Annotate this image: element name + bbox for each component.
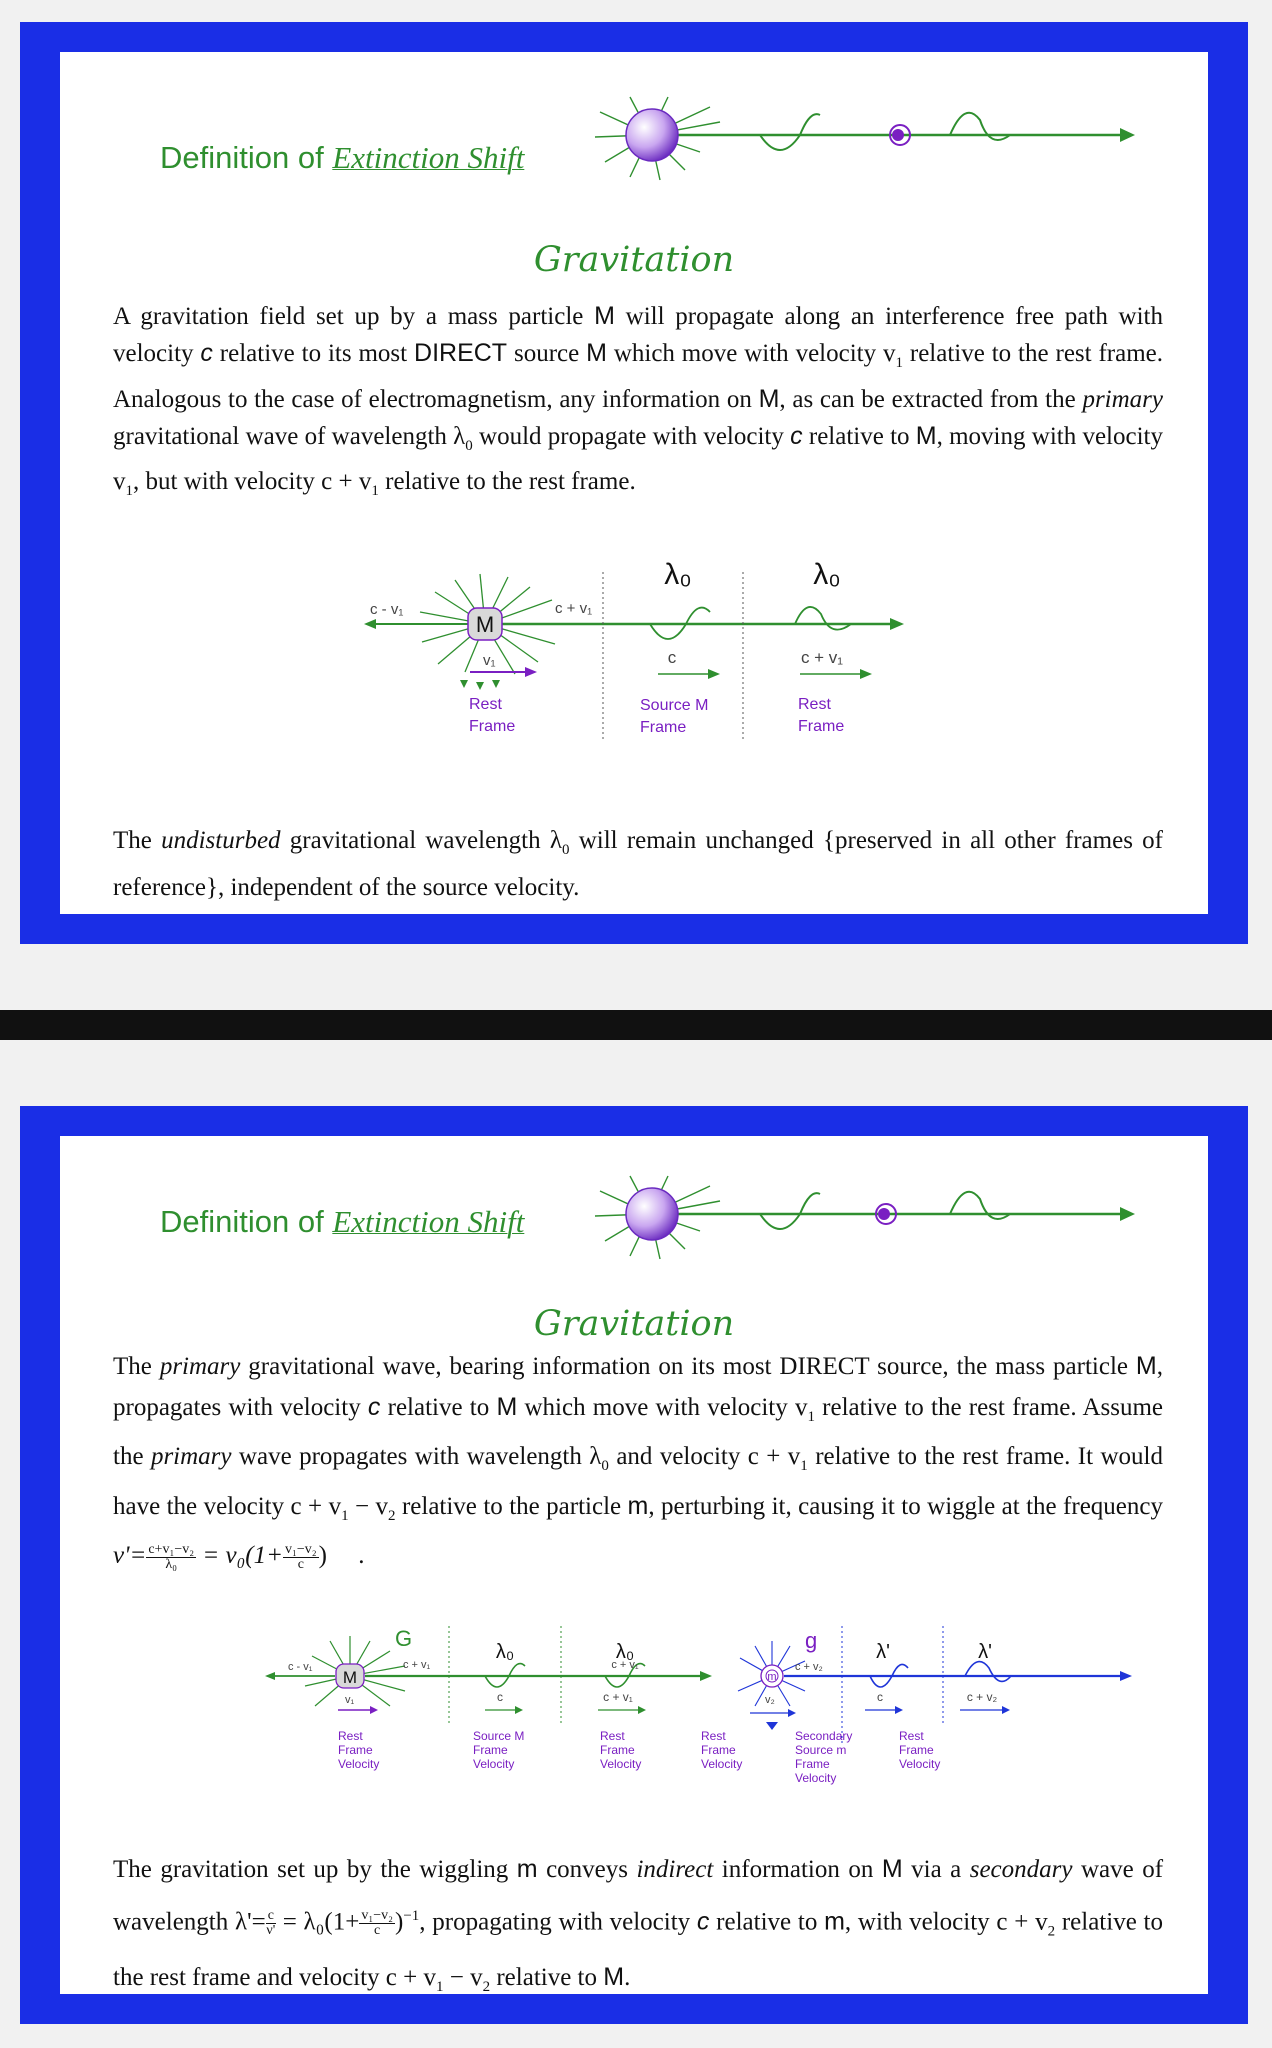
svg-text:Frame: Frame xyxy=(338,1743,373,1757)
frame-label-5: Secondary xyxy=(795,1729,853,1743)
slide-1 xyxy=(20,22,1248,944)
g-label: g xyxy=(805,1628,818,1653)
svg-text:Velocity: Velocity xyxy=(600,1757,642,1771)
particle-m-label: m xyxy=(767,1671,777,1683)
slide-divider xyxy=(0,1010,1272,1040)
slide-2-content xyxy=(60,1136,1208,1994)
svg-text:Velocity: Velocity xyxy=(473,1757,515,1771)
right-velocity-label: c + v₁ xyxy=(403,1659,431,1671)
frame-label-1: Rest xyxy=(338,1729,363,1743)
v1-label: v₁ xyxy=(345,1694,355,1706)
svg-text:Frame: Frame xyxy=(798,718,845,735)
frame-label-4: Rest xyxy=(701,1729,726,1743)
velocity-label-c-plus-v1: c + v₁ xyxy=(603,1690,633,1704)
velocity-label-c: c xyxy=(497,1690,503,1704)
left-velocity-label: c - v₁ xyxy=(288,1661,313,1673)
svg-text:Velocity: Velocity xyxy=(899,1757,941,1771)
wavelength-label-1: λ₀ xyxy=(495,1641,515,1663)
secondary-wavelength-label-1: λ' xyxy=(876,1641,890,1663)
frame-label-3: Rest xyxy=(600,1729,625,1743)
intro-paragraph: A gravitation field set up by a mass particle M will propagate along an interference free path with velocity c relative to its most DIRECT source M which move with velocity $v_1$ relative to the rest frame. Analogous to the case of electromagnetism, any information on M, as can be extracted from the primary gravitational wave of wavelength $\lambda_0$ would propagate with velocity c relative to M, moving with velocity $v_1$, but with velocity $c + v_1$ relative to the rest frame. xyxy=(113,302,1164,499)
svg-text:Frame: Frame xyxy=(469,718,516,735)
svg-text:Frame: Frame xyxy=(640,719,687,736)
slide-1-content xyxy=(60,52,1208,914)
svg-text:Frame: Frame xyxy=(600,1743,635,1757)
svg-text:Source m: Source m xyxy=(795,1743,847,1757)
secondary-velocity-c-plus-v2: c + v₂ xyxy=(966,1690,998,1704)
velocity-label-c: c xyxy=(667,648,677,667)
secondary-wavelength-label-2: λ' xyxy=(978,1641,992,1663)
frame-label-rest-1: Rest xyxy=(469,696,502,713)
propagation-diagram xyxy=(60,52,1208,914)
mass-label: M xyxy=(475,612,495,637)
svg-text:Frame: Frame xyxy=(473,1743,508,1757)
intro-paragraph: The primary gravitational wave, bearing information on its most DIRECT source, the mass particle M, propagates with velocity c relative to M which move with velocity $v_1$ relative to the rest frame. Assume the primary wave propagates with wavelength $\lambda_0$ and velocity $c + v_1$ relative to the rest frame. It would have the velocity $c + v_1 - v_2$ relative to the particle m, perturbing it, causing it to wiggle at the frequency ν'= $\frac{\text{c+v₁−v₂}}{\text{λ₀}}$ = ν₀(1+ $\frac{\text{v₁−v₂}}{c}$ ) . xyxy=(113,1352,1163,1572)
wavelength-label-2: λ₀ xyxy=(615,1641,635,1663)
svg-text:Velocity: Velocity xyxy=(338,1757,380,1771)
frame-label-2: Source M xyxy=(473,1729,525,1743)
mass-M-label: M xyxy=(342,1668,358,1687)
secondary-velocity-c: c xyxy=(877,1690,883,1704)
svg-text:Frame: Frame xyxy=(701,1743,736,1757)
frame-label-rest-2: Rest xyxy=(798,696,831,713)
frame-label-source-M: Source M xyxy=(640,697,709,714)
svg-text:c + v₁: c + v₁ xyxy=(611,1659,639,1671)
v2-label: v₂ xyxy=(765,1694,775,1706)
closing-paragraph: The gravitation set up by the wiggling m conveys indirect information on M via a secondary wave of wavelength λ'= $\frac{c}{\nu'}$ = λ₀(1+ $\frac{\text{v₁−v₂}}{c}$ )$^{-1}$, propagating with velocity c relative to m, with velocity $c + v_2$ relative to the rest frame and velocity $c + v_1 - v_2$ relative to M. xyxy=(113,1855,1164,1996)
v1-label: v₁ xyxy=(483,652,496,669)
svg-text:Velocity: Velocity xyxy=(795,1771,837,1785)
svg-text:c + v₂: c + v₂ xyxy=(795,1661,823,1673)
slide-title: Definition of Extinction Shift xyxy=(160,140,525,175)
right-velocity-label: c + v₁ xyxy=(555,600,593,617)
closing-paragraph: The undisturbed gravitational wavelength $\lambda_0$ will remain unchanged {preserved in all other frames of reference}, independent of the source velocity. xyxy=(113,827,1163,901)
frame-label-6: Rest xyxy=(899,1729,924,1743)
formula-frequency: ν'= xyxy=(113,1542,147,1569)
svg-text:Frame: Frame xyxy=(899,1743,934,1757)
slide-title: Definition of Extinction Shift xyxy=(160,1204,525,1239)
wavelength-label-2: λ₀ xyxy=(813,558,841,591)
svg-text:Frame: Frame xyxy=(795,1757,830,1771)
topic-heading: Gravitation xyxy=(533,240,735,280)
slide-2 xyxy=(20,1106,1248,2024)
left-velocity-label: c - v₁ xyxy=(370,601,404,618)
wavelength-label-1: λ₀ xyxy=(664,558,692,591)
topic-heading: Gravitation xyxy=(533,1304,735,1344)
G-label: G xyxy=(395,1626,413,1651)
svg-text:Velocity: Velocity xyxy=(701,1757,743,1771)
velocity-label-c-plus-v1: c + v₁ xyxy=(800,648,844,667)
